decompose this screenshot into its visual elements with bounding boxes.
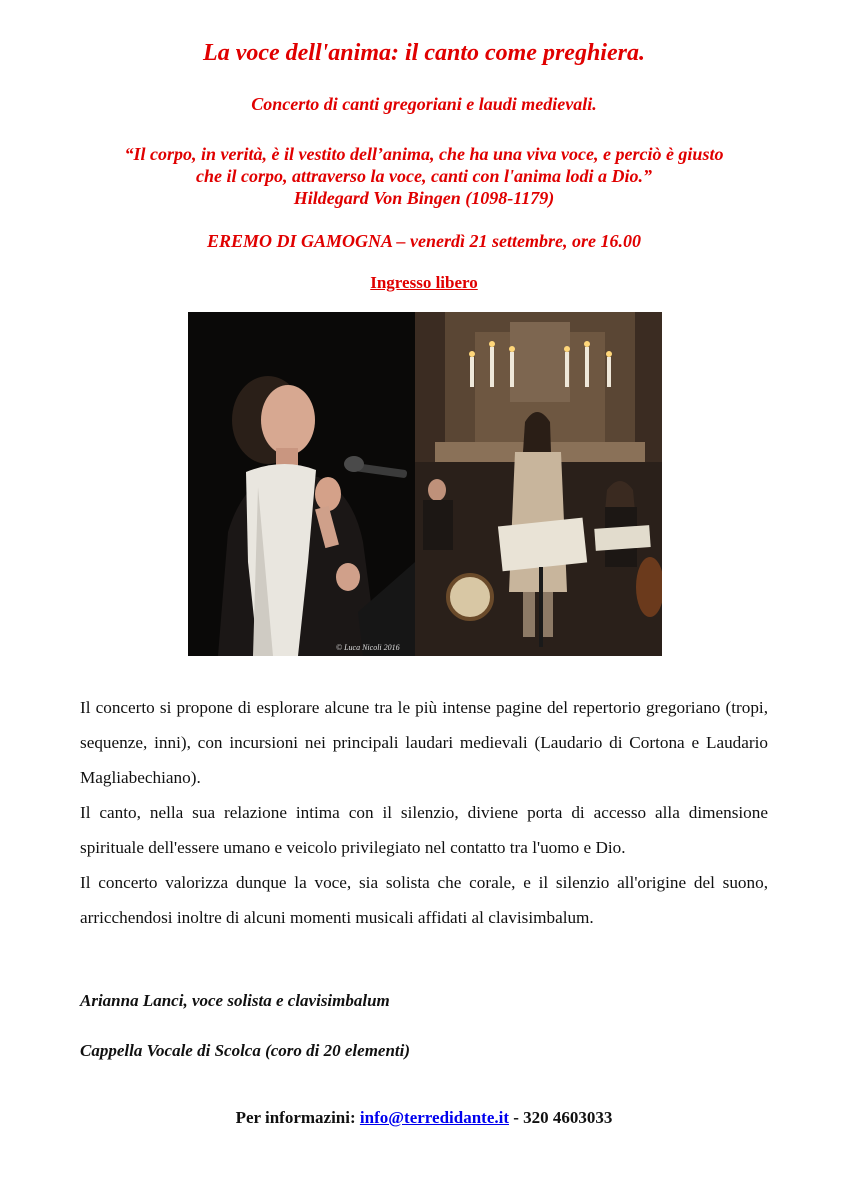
quote-author: Hildegard Von Bingen (1098-1179) [293,188,555,208]
quote-line-1: “Il corpo, in verità, è il vestito dell’anima, che ha una viva voce, e perciò è giusto [124,144,724,164]
concert-ensemble-photo [415,312,662,656]
choir-credit: Cappella Vocale di Scolca (coro di 20 elementi) [80,1041,411,1060]
description-paragraph-2: Il canto, nella sua relazione intima con il silenzio, diviene porta di accesso alla dimensione spirituale dell'essere umano e veicolo privilegiato nel contatto tra l'uomo e Dio. [80,803,768,857]
free-entry-note: Ingresso libero [370,273,478,292]
soloist-credit: Arianna Lanci, voce solista e clavisimbalum [80,991,390,1010]
page-title: La voce dell'anima: il canto come preghiera. [203,40,645,66]
contact-label: Per informazini: [235,1108,356,1127]
contact-phone: - 320 4603033 [513,1108,613,1127]
event-details: EREMO DI GAMOGNA – venerdì 21 settembre, ore 16.00 [206,231,641,251]
quote-block [0,143,848,209]
quote-line-2: che il corpo, attraverso la voce, canti con l'anima lodi a Dio.” [196,166,652,186]
singer-portrait-photo [188,312,415,656]
photo-collage [188,312,662,656]
photo-credit: © Luca Nicoli 2016 [336,643,400,652]
subtitle: Concerto di canti gregoriani e laudi medievali. [251,94,597,114]
description-paragraph-1: Il concerto si propone di esplorare alcune tra le più intense pagine del repertorio gregoriano (tropi, sequenze, inni), con incursioni nei principali laudari medievali (Laudario di Cortona e Laudario Magliabechiano). [80,698,768,787]
contact-info [0,1108,848,1128]
concert-description [80,690,768,935]
description-paragraph-3: Il concerto valorizza dunque la voce, sia solista che corale, e il silenzio all'origine del suono, arricchendosi inoltre di alcuni momenti musicali affidati al clavisimbalum. [80,873,768,927]
contact-email-link[interactable]: info@terredidante.it [359,1108,510,1127]
